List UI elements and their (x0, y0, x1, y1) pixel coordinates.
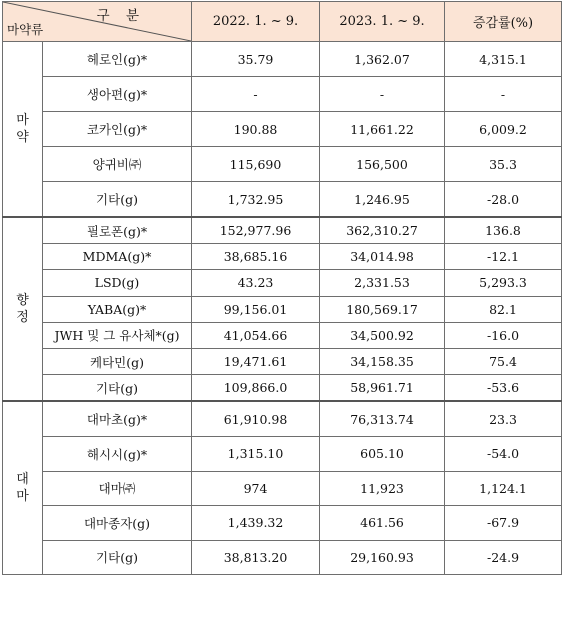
value-2022-cell: 1,439.32 (192, 506, 320, 541)
value-2023-cell: 156,500 (320, 147, 445, 182)
value-2022-cell: 190.88 (192, 112, 320, 147)
value-2023-cell: 34,158.35 (320, 348, 445, 374)
value-2022-cell: 109,866.0 (192, 375, 320, 402)
category-cell (3, 42, 43, 218)
drug-label-cell: 기타(g) (43, 540, 192, 575)
change-rate-cell: 75.4 (445, 348, 562, 374)
value-2022-cell: 43.23 (192, 270, 320, 296)
table-row (3, 401, 562, 436)
value-2023-cell: 461.56 (320, 506, 445, 541)
value-2022-cell: 41,054.66 (192, 322, 320, 348)
value-2022-cell: 99,156.01 (192, 296, 320, 322)
change-rate-cell: 23.3 (445, 401, 562, 436)
change-rate-cell: -12.1 (445, 244, 562, 270)
category-cell (3, 217, 43, 401)
change-rate-cell: -24.9 (445, 540, 562, 575)
header-rate: 증감률(%) (445, 2, 562, 42)
category-cell (3, 401, 43, 574)
value-2022-cell: 974 (192, 471, 320, 506)
table-row (3, 471, 562, 506)
table-row (3, 244, 562, 270)
drug-label-cell: 케타민(g) (43, 348, 192, 374)
value-2022-cell: 38,813.20 (192, 540, 320, 575)
value-2022-cell: 1,315.10 (192, 436, 320, 471)
change-rate-cell: - (445, 77, 562, 112)
value-2023-cell: 58,961.71 (320, 375, 445, 402)
change-rate-cell: 6,009.2 (445, 112, 562, 147)
table-row (3, 540, 562, 575)
value-2023-cell: - (320, 77, 445, 112)
change-rate-cell: 4,315.1 (445, 42, 562, 77)
drug-label-cell: 기타(g) (43, 182, 192, 218)
header-corner-cell (3, 2, 192, 42)
value-2023-cell: 1,362.07 (320, 42, 445, 77)
category-char: 마 (16, 113, 29, 128)
drug-label-cell: 대마㈜ (43, 471, 192, 506)
drug-label-cell: 생아편(g)* (43, 77, 192, 112)
drug-label-cell: 헤로인(g)* (43, 42, 192, 77)
change-rate-cell: -28.0 (445, 182, 562, 218)
drug-label-cell: 해시시(g)* (43, 436, 192, 471)
drug-label-cell: 양귀비㈜ (43, 147, 192, 182)
drug-label-cell: 코카인(g)* (43, 112, 192, 147)
header-drug-type-label: 마약류 (7, 22, 44, 37)
table-body (3, 42, 562, 575)
table-row (3, 375, 562, 402)
value-2023-cell: 180,569.17 (320, 296, 445, 322)
drug-label-cell: LSD(g) (43, 270, 192, 296)
drug-label-cell: MDMA(g)* (43, 244, 192, 270)
table-row (3, 506, 562, 541)
header-category-label: 구 분 (96, 8, 145, 24)
value-2023-cell: 34,014.98 (320, 244, 445, 270)
value-2023-cell: 605.10 (320, 436, 445, 471)
table-row (3, 217, 562, 244)
value-2023-cell: 2,331.53 (320, 270, 445, 296)
change-rate-cell: -67.9 (445, 506, 562, 541)
value-2022-cell: - (192, 77, 320, 112)
change-rate-cell: 82.1 (445, 296, 562, 322)
table-row (3, 322, 562, 348)
table-row (3, 182, 562, 218)
table-row (3, 296, 562, 322)
drug-label-cell: JWH 및 그 유사체*(g) (43, 322, 192, 348)
value-2022-cell: 35.79 (192, 42, 320, 77)
table-row (3, 147, 562, 182)
table-row (3, 77, 562, 112)
table-row (3, 112, 562, 147)
header-2022: 2022. 1. ~ 9. (192, 2, 320, 42)
value-2022-cell: 61,910.98 (192, 401, 320, 436)
change-rate-cell: 35.3 (445, 147, 562, 182)
change-rate-cell: 136.8 (445, 217, 562, 244)
drug-label-cell: 필로폰(g)* (43, 217, 192, 244)
value-2023-cell: 11,923 (320, 471, 445, 506)
table-row (3, 270, 562, 296)
table-row (3, 436, 562, 471)
drug-label-cell: 기타(g) (43, 375, 192, 402)
value-2022-cell: 38,685.16 (192, 244, 320, 270)
category-char: 향 (16, 293, 29, 309)
drug-seizure-table (2, 1, 562, 575)
value-2023-cell: 76,313.74 (320, 401, 445, 436)
drug-label-cell: 대마종자(g) (43, 506, 192, 541)
value-2022-cell: 19,471.61 (192, 348, 320, 374)
value-2022-cell: 1,732.95 (192, 182, 320, 218)
value-2023-cell: 362,310.27 (320, 217, 445, 244)
category-char: 정 (16, 310, 29, 326)
value-2023-cell: 34,500.92 (320, 322, 445, 348)
drug-label-cell: YABA(g)* (43, 296, 192, 322)
change-rate-cell: -16.0 (445, 322, 562, 348)
value-2023-cell: 1,246.95 (320, 182, 445, 218)
category-char: 약 (16, 130, 29, 145)
change-rate-cell: 1,124.1 (445, 471, 562, 506)
drug-label-cell: 대마초(g)* (43, 401, 192, 436)
change-rate-cell: -54.0 (445, 436, 562, 471)
value-2023-cell: 11,661.22 (320, 112, 445, 147)
value-2023-cell: 29,160.93 (320, 540, 445, 575)
change-rate-cell: 5,293.3 (445, 270, 562, 296)
change-rate-cell: -53.6 (445, 375, 562, 402)
category-char: 대 (16, 472, 29, 488)
header-2023: 2023. 1. ~ 9. (320, 2, 445, 42)
header-row (3, 2, 562, 42)
table-row (3, 42, 562, 77)
value-2022-cell: 115,690 (192, 147, 320, 182)
category-char: 마 (16, 489, 29, 505)
value-2022-cell: 152,977.96 (192, 217, 320, 244)
table-row (3, 348, 562, 374)
